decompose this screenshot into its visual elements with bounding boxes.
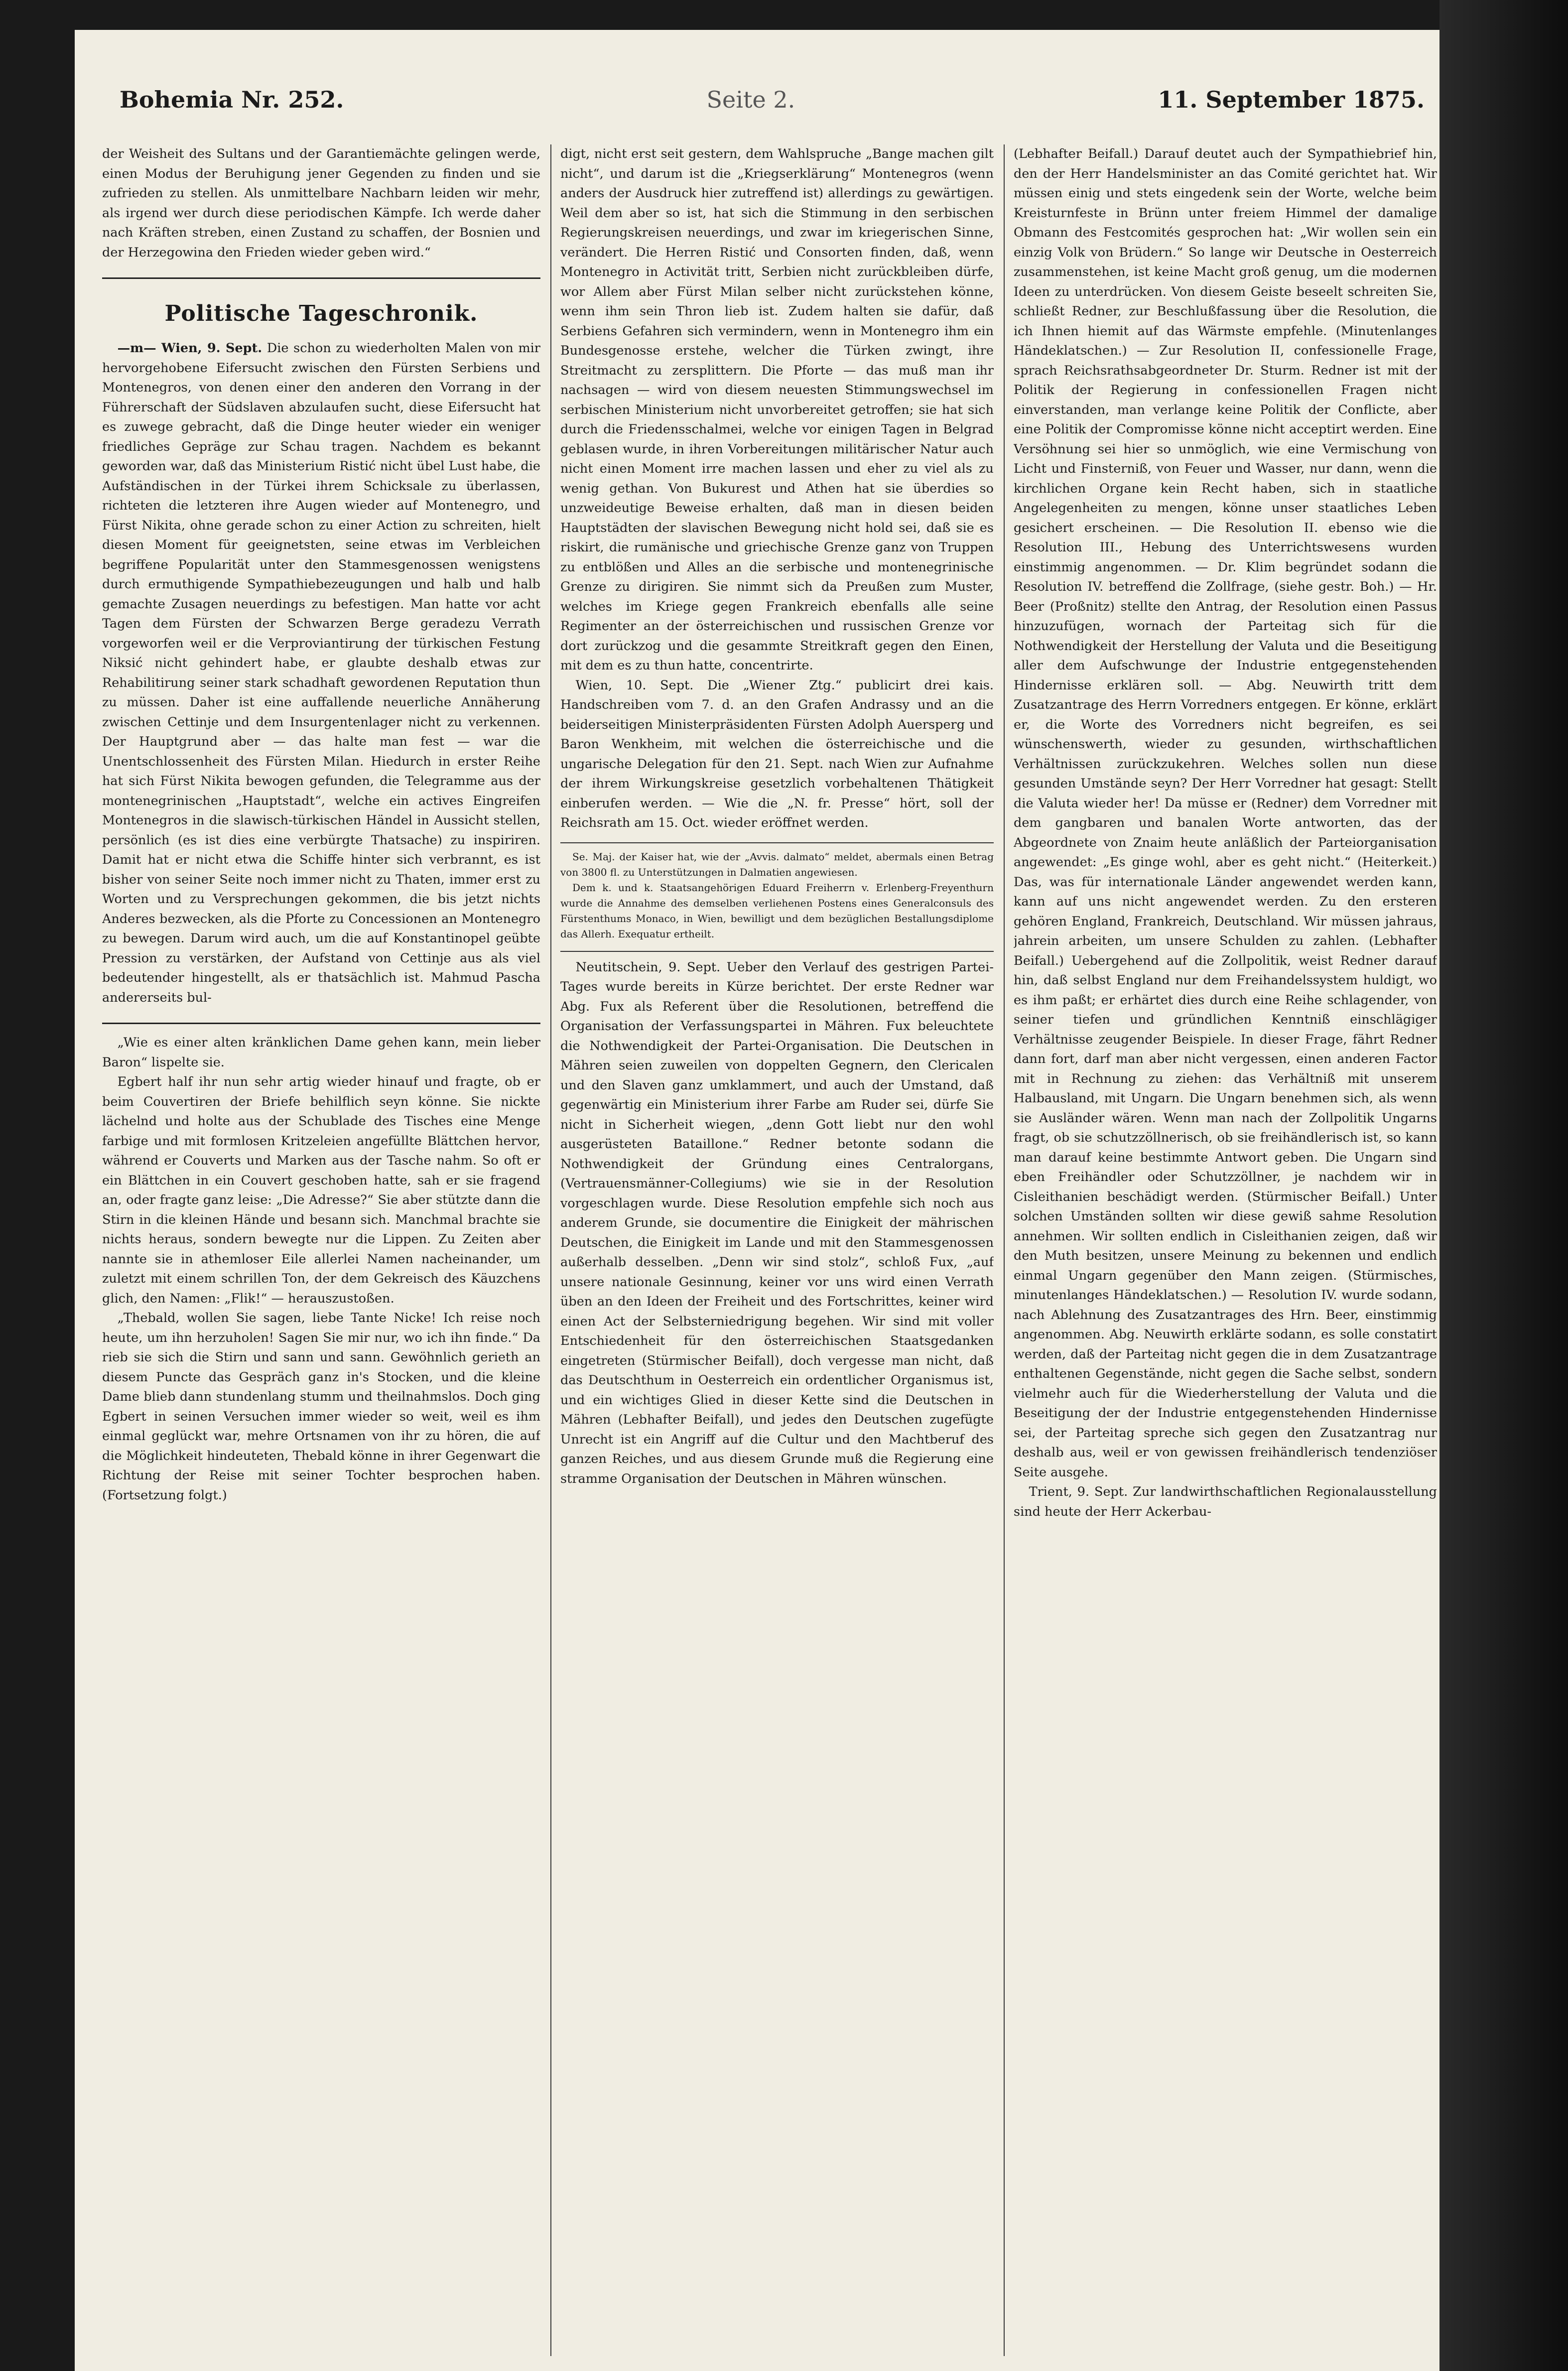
column-rule-1 — [550, 144, 551, 2356]
section-heading: Politische Tageschronik. — [164, 301, 478, 326]
notice-divider — [560, 951, 994, 952]
notice-divider — [560, 842, 994, 843]
column-2 — [560, 144, 994, 2356]
column-1 — [102, 144, 540, 2356]
column-rule-2 — [1004, 144, 1005, 2356]
article-paragraph: digt, nicht erst seit gestern, dem Wahlspruche „Bange machen gilt nicht“, und darum ist die „Kriegserklärung“ Montenegros (wenn anders der Ausdruck hier zutreffend ist) allerdings zu gewärtigen. Weil dem aber so ist, hat sich die Stimmung in den serbischen Regierungskreisen neuerdings, und zwar im kriegerischen Sinne, verändert. Die Herren Ristić und Consorten finden, daß, wenn Montenegro in Activität tritt, Serbien nicht zurückbleiben dürfe, wor Allem aber Fürst Milan selber nicht zurückstehen könne, wenn ihm sein Thron lieb ist. Zudem halten sie dafür, daß Serbiens Gefahren sich vermindern, wenn in Montenegro ihm ein Bundesgenosse erstehe, welcher die Türken zwingt, ihre Streitmacht zu zersplittern. Die Pforte — das muß man ihr nachsagen — wird von diesem neuesten Stimmungswechsel im serbischen Ministerium nicht unvorbereitet getroffen; sie hat sich durch die Friedensschalmei, welche vor einigen Tagen in Belgrad geblasen wurde, in ihren Vorbereitungen militärischer Natur auch nicht einen Moment irre machen lassen und eher zu viel als zu wenig gethan. Von Bukurest und Athen hat sie überdies so unzweideutige Beweise erhalten, daß man in diesen beiden Hauptstädten der slavischen Bewegung nicht hold sei, daß sie es riskirt, die rumänische und griechische Grenze ganz von Truppen zu entblößen und Alles an die serbische und montenegrinische Grenze zu dirigiren. Sie nimmt sich da Preußen zum Muster, welches im Kriege gegen Frankreich ebenfalls alle seine Regimenter an der österreichischen und russischen Grenze vor dort zurückzog und die gesammte Streitkraft gegen den Einen, mit dem es zu thun hatte, concentrirte. — [560, 146, 994, 673]
page-header — [120, 77, 1425, 122]
column-3 — [1014, 144, 1437, 2356]
article-paragraph: (Lebhafter Beifall.) Darauf deutet auch der Sympathiebrief hin, den der Herr Handelsminister an das Comité gerichtet hat. Wir müssen einig und stets eingedenk sein der Worte, welche beim Kreisturnfeste in Brünn unter freiem Himmel der damalige Obmann des Festcomités gesprochen hat: „Wir wollen sein ein einzig Volk von Brüdern.“ So lange wir Deutsche in Oesterreich zusammenstehen, ist keine Macht groß genug, um die modernen Ideen zu unterdrücken. Von diesem Geiste beseelt schreiten Sie, schließt Redner, zur Beschlußfassung über die Resolution, die ich Ihnen hiemit auf das Wärmste empfehle. (Minutenlanges Händeklatschen.) — Zur Resolution II, confessionelle Frage, sprach Reichsrathsabgeordneter Dr. Sturm. Redner ist mit der Politik der Regierung in confessionellen Fragen nicht einverstanden, man verlange keine Politik der Conflicte, aber eine Politik der Compromisse könne nicht acceptirt werden. Eine Versöhnung sei hier so unmöglich, wie eine Vermischung von Licht und Finsterniß, von Feuer und Wasser, nur dann, wenn die kirchlichen Organe kein Recht haben, sich in staatliche Angelegenheiten zu mengen, könne unser staatliches Leben gesichert erscheinen. — Die Resolution II. ebenso wie die Resolution III., Hebung des Unterrichtswesens wurden einstimmig angenommen. — Dr. Klim begründet sodann die Resolution IV. betreffend die Zollfrage, (siehe gestr. Boh.) — Hr. Beer (Proßnitz) stellte den Antrag, der Resolution einen Passus hinzuzufügen, wornach der Parteitag sich für die Nothwendigkeit der Herstellung der Valuta und die Beseitigung aller dem Aufschwunge der Industrie entgegenstehenden Hindernisse erklären soll. — Abg. Neuwirth tritt dem Zusatzantrage des Herrn Vorredners entgegen. Er könne, erklärt er, die Worte des Vorredners nicht begreifen, es sei wünschenswerth, wieder zu gesunden, wirthschaftlichen Verhältnissen zurückzukehren. Welches sollen nun diese gesunden Umstände seyn? Der Herr Vorredner hat gesagt: Stellt die Valuta wieder her! Da müsse er (Redner) dem Vorredner mit dem gangbaren und banalen Worte antworten, das der Abgeordnete von Znaim heute anläßlich der Parteiorganisation angewendet: „Es ginge wohl, aber es geht nicht.“ (Heiterkeit.) Das, was für internationale Länder angewendet werden kann, kann auf uns nicht angewendet werden. Zu den ersteren gehören England, Frankreich, Deutschland. Wir müssen jahraus, jahrein arbeiten, um unsere Schulden zu zahlen. (Lebhafter Beifall.) Uebergehend auf die Zollpolitik, weist Redner darauf hin, daß selbst England nur dem Freihandelssystem huldigt, wo es ihm paßt; er erhärtet dies durch eine Reihe schlagender, von seiner tiefen und gründlichen Kenntniß einschlägiger Verhältnisse zeugender Beispiele. In dieser Frage, fährt Redner dann fort, darf man aber nicht vergessen, einen anderen Factor mit in Rechnung zu ziehen: das Verhältniß mit unserem Halbausland, mit Ungarn. Die Ungarn benehmen sich, als wenn sie Ausländer wären. Wenn man nach der Zollpolitik Ungarns fragt, ob sie schutzzöllnerisch, ob sie freihändlerisch ist, so kann man darauf keine bestimmte Antwort geben. Die Ungarn sind eben Freihändler oder Schutzzöllner, je nachdem wir in Cisleithanien beschädigt werden. (Stürmischer Beifall.) Unter solchen Umständen sollten wir diese gewiß sahme Resolution annehmen. Wir sollten endlich in Cisleithanien zeigen, daß wir den Muth besitzen, unsere Meinung zu bekennen und endlich einmal Ungarn gegenüber den Mann zeigen. (Stürmisches, minutenlanges Händeklatschen.) — Resolution IV. wurde sodann, nach Ablehnung des Zusatzantrages des Hrn. Beer, einstimmig angenommen. Abg. Neuwirth erklärte sodann, es solle constatirt werden, daß der Parteitag nicht gegen die in dem Zusatzantrage enthaltenen Gegenstände, nicht gegen die Sache selbst, sondern vielmehr auch für die Wiederherstellung der Valuta und die Beseitigung der der Industrie entgegenstehenden Hindernisse sei, der Parteitag spreche sich gegen den Zusatzantrag nur deshalb aus, weil er von gewissen freihändlerisch tendenziöser Seite ausgehe. — [1014, 146, 1437, 1480]
article-continuation: der Weisheit des Sultans und der Garantiemächte gelingen werde, einen Modus der Beruhigung jener Gegenden zu finden und sie zufrieden zu stellen. Als unmittelbare Nachbarn leiden wir mehr, als irgend wer durch diese periodischen Kämpfe. Ich werde daher nach Kräften streben, einen Zustand zu schaffen, der Bosnien und der Herzegowina den Frieden wieder geben wird.“ — [102, 146, 540, 260]
feuilleton-paragraph: „Thebald, wollen Sie sagen, liebe Tante Nicke! Ich reise noch heute, um ihn herzuholen! Sagen Sie mir nur, wo ich ihn finde.“ Da rieb sie sich die Stirn und sann und sann. Gewöhnlich gerieth an diesem Puncte das Gespräch ganz in's Stocken, und die kleine Dame blieb dann stundenlang stumm und theilnahmslos. Doch ging Egbert in seinen Versuchen immer wieder so weit, weil es ihm einmal geglückt war, mehre Ortsnamen von ihr zu hören, die auf die Möglichkeit hindeuteten, Thebald könne in ihrer Gegenwart die Richtung der Reise mit seiner Tochter besprochen haben. (Fortsetzung folgt.) — [102, 1311, 540, 1503]
article-paragraph: Trient, 9. Sept. Zur landwirthschaftlichen Regionalausstellung sind heute der Herr Ackerbau- — [1014, 1484, 1437, 1519]
newspaper-page — [75, 30, 1439, 2371]
header-date: 11. September 1875. — [1158, 86, 1425, 113]
section-divider — [102, 277, 540, 279]
dateline: —m— Wien, 9. Sept. — [117, 341, 262, 356]
notice-paragraph: Dem k. und k. Staatsangehörigen Eduard Freiherrn v. Erlenberg-Freyenthurn wurde die Annahme des demselben verliehenen Postens eines Generalconsuls des Fürstenthums Monaco, in Wien, bewilligt und dem bezüglichen Bestallungsdiplome das Allerh. Exequatur ertheilt. — [560, 881, 994, 940]
feuilleton-paragraph: Egbert half ihr nun sehr artig wieder hinauf und fragte, ob er beim Couvertiren der Briefe behilflich seyn könne. Sie nickte lächelnd und holte aus der Schublade des Tisches eine Menge farbige und mit formlosen Kritzeleien angefüllte Blättchen hervor, während er Couverts und Marken aus der Tasche nahm. So oft er ein Blättchen in ein Couvert geschoben hatte, sah er sie fragend an, oder fragte ganz leise: „Die Adresse?“ Sie aber stützte dann die Stirn in die kleinen Hände und besann sich. Manchmal brachte sie nichts heraus, sondern bewegte nur die Lippen. Zu Zeiten aber nannte sie in athemloser Eile allerlei Namen nacheinander, um zuletzt mit einem schrillen Ton, der dem Gekreisch des Käuzchens glich, den Namen: „Flik!“ — herauszustoßen. — [102, 1074, 540, 1306]
article-paragraph: Wien, 10. Sept. Die „Wiener Ztg.“ publicirt drei kais. Handschreiben vom 7. d. an den Grafen Andrassy und an die beiderseitigen Ministerpräsidenten Fürsten Adolph Auersperg und Baron Wenkheim, mit welchen die österreichische und die ungarische Delegation für den 21. Sept. nach Wien zur Aufnahme der ihrem Wirkungskreise gesetzlich vorbehaltenen Thätigkeit einberufen werden. — Wie die „N. fr. Presse“ hört, soll der Reichsrath am 15. Oct. wieder eröffnet werden. — [560, 677, 994, 830]
notice-paragraph: Se. Maj. der Kaiser hat, wie der „Avvis. dalmato“ meldet, abermals einen Betrag von 3800 fl. zu Unterstützungen in Dalmatien angewiesen. — [560, 850, 994, 878]
feuilleton-divider — [102, 1023, 540, 1024]
feuilleton-paragraph: „Wie es einer alten kränklichen Dame gehen kann, mein lieber Baron“ lispelte sie. — [102, 1035, 540, 1070]
scan-edge-shadow — [1439, 0, 1568, 2371]
header-page-number: Seite 2. — [706, 86, 795, 113]
article-body: Die schon zu wiederholten Malen von mir hervorgehobene Eifersucht zwischen den Fürsten Serbiens und Montenegros, von denen einer den anderen den Vorrang in der Führerschaft der Südslaven abzulaufen sucht, diese Eifersucht hat es zuwege gebracht, daß die Dinge heuter wieder ein weniger friedliches Gepräge zur Schau tragen. Nachdem es bekannt geworden war, daß das Ministerium Ristić nicht übel Lust habe, die Aufständischen in der Türkei ihrem Schicksale zu überlassen, richteten die letzteren ihre Augen wieder auf Montenegro, und Fürst Nikita, ohne gerade schon zu einer Action zu schreiten, hielt diesen Moment für geeignetsten, seine etwas im Verbleichen begriffene Popularität unter den Stammesgenossen wenigstens durch ermuthigende Sympathiebezeugungen und halb und halb gemachte Zusagen neuerdings zu befestigen. Man hatte vor acht Tagen dem Fürsten der Schwarzen Berge geradezu Verrath vorgeworfen weil er die Verproviantirung der türkischen Festung Niksić nicht gehindert habe, er glaubte deshalb etwas zur Rehabilitirung seiner stark schadhaft gewordenen Reputation thun zu müssen. Daher ist eine auffallende neuerliche Annäherung zwischen Cettinje und dem Insurgentenlager nicht zu verkennen. Der Hauptgrund aber — das halte man fest — war die Unentschlossenheit des Fürsten Milan. Hiedurch in erster Reihe hat sich Fürst Nikita bewogen gefunden, die Telegramme aus der montenegrinischen „Hauptstadt“, welche ein actives Eingreifen Montenegros in die slawisch-türkischen Händel in Aussicht stellen, persönlich (es ist dies eine verbürgte Thatsache) zu inspiriren. Damit hat er nicht etwa die Schiffe hinter sich verbrannt, es ist bisher von seiner Seite noch immer nicht zu Thaten, immer erst zu Worten und zu Versprechungen gekommen, die bis jetzt nichts Anderes bezwecken, als die Pforte zu Concessionen an Montenegro zu bewegen. Darum wird auch, um die auf Konstantinopel geübte Pression zu verstärken, der Aufstand von Cettinje aus als viel bedeutender hingestellt, als er thatsächlich ist. Mahmud Pascha andererseits bul- — [102, 341, 540, 1005]
header-issue: Bohemia Nr. 252. — [120, 86, 344, 113]
article-paragraph: Neutitschein, 9. Sept. Ueber den Verlauf des gestrigen Partei-Tages wurde bereits in Kürze berichtet. Der erste Redner war Abg. Fux als Referent über die Resolutionen, betreffend die Organisation der Verfassungspartei in Mähren. Fux beleuchtete die Nothwendigkeit der Partei-Organisation. Die Deutschen in Mähren seien zuweilen von doppelten Gegnern, den Clericalen und den Slaven ganz umklammert, und auch der Umstand, daß gegenwärtig ein Ministerium ihrer Farbe am Ruder sei, dürfe Sie nicht in Sicherheit wiegen, „denn Gott liebt nur den wohl ausgerüsteten Bataillone.“ Redner betonte sodann die Nothwendigkeit der Gründung eines Centralorgans, (Vertrauensmänner-Collegiums) wie sie in der Resolution vorgeschlagen wurde. Diese Resolution empfehle sich noch aus anderem Grunde, sie documentire die Einigkeit der mährischen Deutschen, die Einigkeit im Lande und mit den Stammesgenossen außerhalb desselben. „Denn wir sind stolz“, schloß Fux, „auf unsere nationale Gesinnung, keiner vor uns wird einen Verrath üben an den Ideen der Freiheit und des Fortschrittes, keiner wird einen Act der Selbsterniedrigung begehen. Wir sind mit voller Entschiedenheit für den österreichischen Staatsgedanken eingetreten (Stürmischer Beifall), doch vergesse man nicht, daß das Deutschthum in Oesterreich ein ordentlicher Organismus ist, und ein wichtiges Glied in dieser Kette sind die Deutschen in Mähren (Lebhafter Beifall), und jedes den Deutschen zugefügte Unrecht ist ein Angriff auf die Cultur und den Machtberuf des ganzen Reiches, und aus diesem Grunde muß die Regierung eine stramme Organisation der Deutschen in Mähren wünschen. — [560, 959, 994, 1486]
